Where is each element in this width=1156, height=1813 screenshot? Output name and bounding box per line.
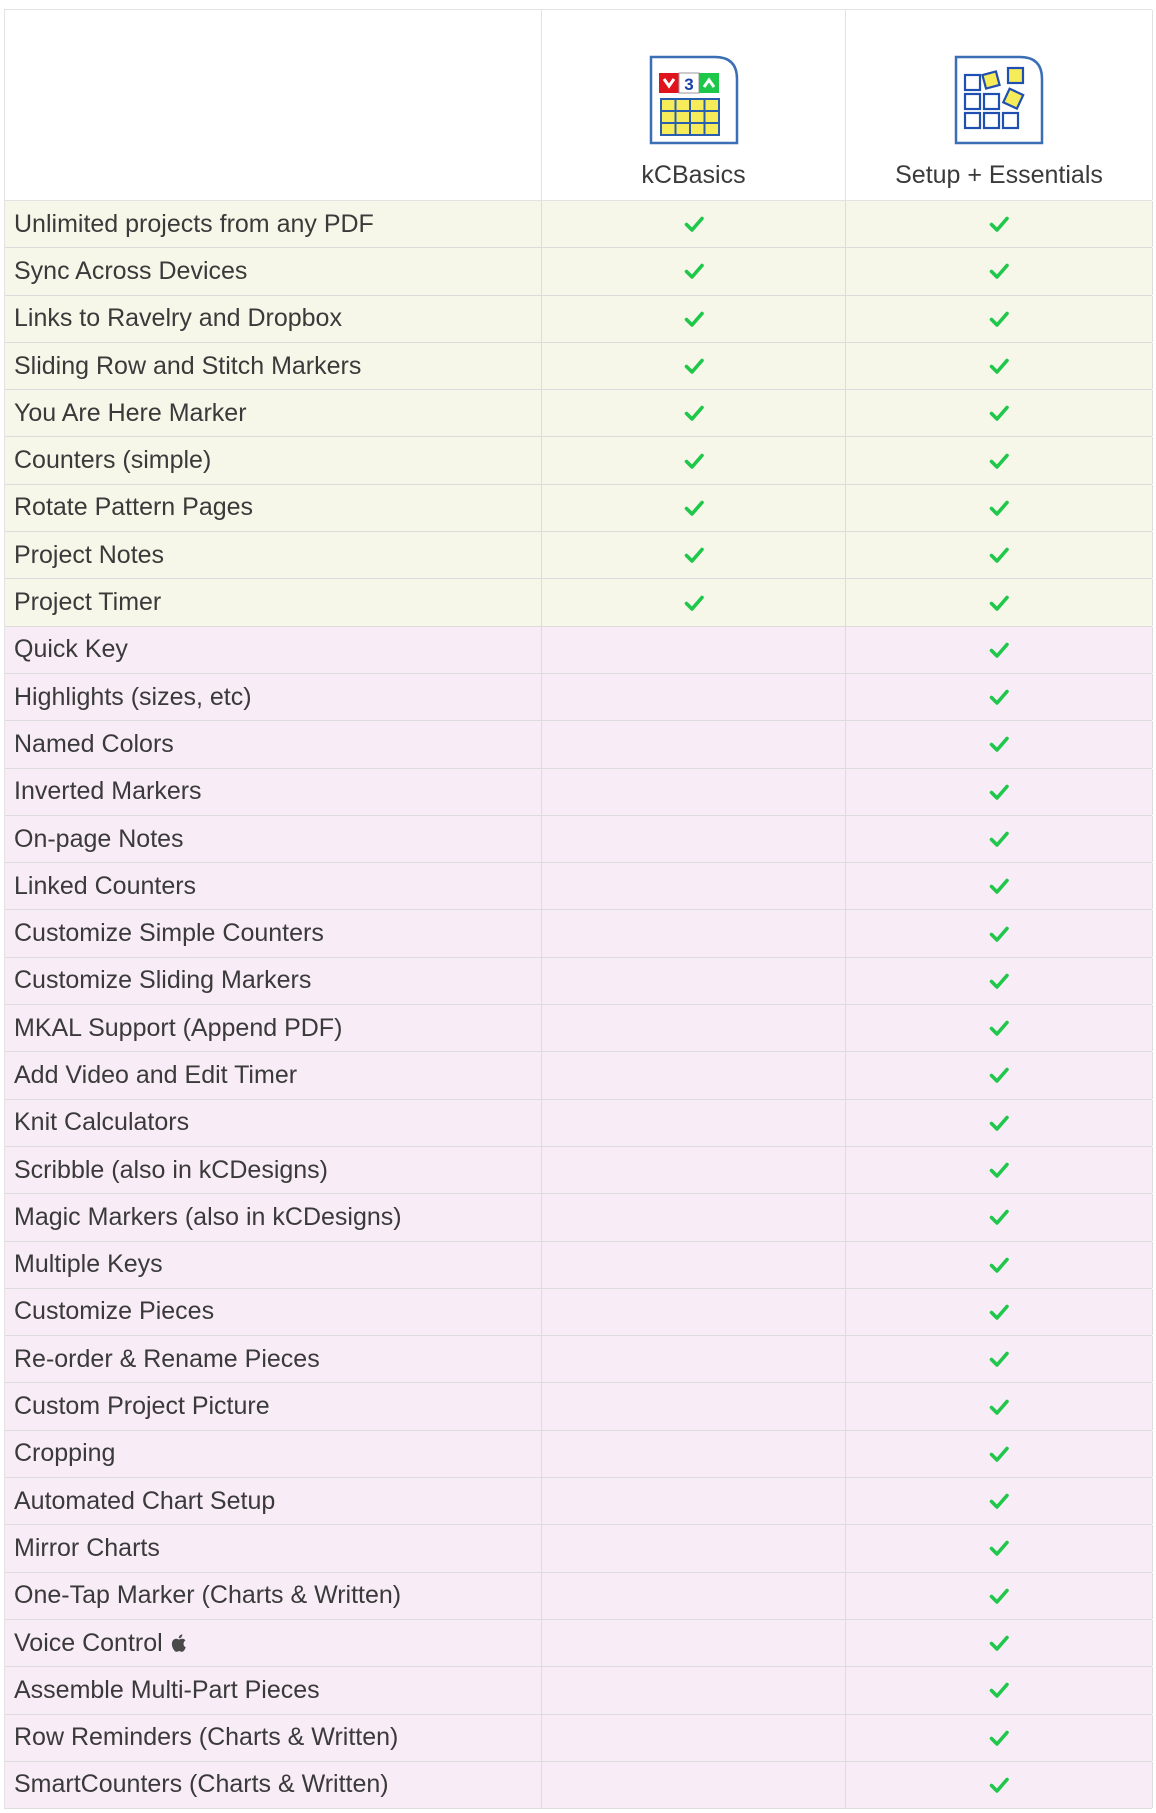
feature-label: Sliding Row and Stitch Markers: [14, 351, 362, 380]
setup-essentials-cell: [846, 1667, 1153, 1713]
setup-essentials-cell: [846, 1383, 1153, 1429]
feature-rows: [5, 201, 1152, 1809]
checkmark-icon: [988, 1632, 1010, 1654]
feature-label: Add Video and Edit Timer: [14, 1060, 298, 1089]
table-row: [5, 721, 1152, 768]
feature-cell: [5, 579, 542, 625]
kcbasics-cell: [542, 437, 846, 483]
setup-essentials-cell: [846, 1573, 1153, 1619]
table-row: [5, 1005, 1152, 1052]
table-row: [5, 1478, 1152, 1525]
feature-cell: [5, 296, 542, 342]
kcbasics-cell: [542, 627, 846, 673]
checkmark-icon: [683, 402, 705, 424]
feature-label: One-Tap Marker (Charts & Written): [14, 1581, 402, 1610]
feature-cell: [5, 1052, 542, 1098]
setup-essentials-cell: [846, 1289, 1153, 1335]
feature-cell: [5, 627, 542, 673]
setup-essentials-cell: [846, 248, 1153, 294]
checkmark-icon: [683, 450, 705, 472]
table-row: [5, 1383, 1152, 1430]
feature-label: Inverted Markers: [14, 777, 202, 806]
setup-essentials-cell: [846, 958, 1153, 1004]
checkmark-icon: [988, 875, 1010, 897]
setup-essentials-cell: [846, 532, 1153, 578]
feature-label: You Are Here Marker: [14, 398, 247, 427]
kcbasics-cell: [542, 1336, 846, 1382]
feature-label: Cropping: [14, 1439, 116, 1468]
checkmark-icon: [683, 497, 705, 519]
checkmark-icon: [988, 828, 1010, 850]
feature-cell: [5, 721, 542, 767]
table-row: [5, 1762, 1152, 1809]
checkmark-icon: [988, 497, 1010, 519]
table-row: [5, 1525, 1152, 1572]
feature-label: Named Colors: [14, 729, 174, 758]
setup-essentials-cell: [846, 201, 1153, 247]
table-row: [5, 674, 1152, 721]
kcbasics-cell: [542, 1005, 846, 1051]
checkmark-icon: [988, 1348, 1010, 1370]
feature-cell: [5, 343, 542, 389]
checkmark-icon: [683, 592, 705, 614]
setup-essentials-cell: [846, 485, 1153, 531]
feature-cell: [5, 863, 542, 909]
table-row: [5, 1431, 1152, 1478]
feature-cell: [5, 1194, 542, 1240]
setup-essentials-cell: [846, 1194, 1153, 1240]
kcbasics-cell: [542, 1431, 846, 1477]
checkmark-icon: [988, 592, 1010, 614]
setup-essentials-cell: [846, 769, 1153, 815]
feature-label: Customize Sliding Markers: [14, 966, 312, 995]
feature-cell: [5, 1147, 542, 1193]
feature-label: Re-order & Rename Pieces: [14, 1344, 320, 1373]
checkmark-icon: [988, 970, 1010, 992]
checkmark-icon: [988, 450, 1010, 472]
setup-essentials-cell: [846, 816, 1153, 862]
kcbasics-cell: [542, 863, 846, 909]
table-row: [5, 1289, 1152, 1336]
setup-essentials-cell: [846, 1431, 1153, 1477]
apple-logo-icon: [169, 1632, 189, 1654]
feature-cell: [5, 816, 542, 862]
setup-essentials-cell: [846, 1525, 1153, 1571]
setup-essentials-title: Setup + Essentials: [895, 161, 1103, 189]
setup-essentials-cell: [846, 1478, 1153, 1524]
feature-comparison-table: [4, 9, 1152, 1809]
feature-cell: [5, 201, 542, 247]
setup-essentials-cell: [846, 343, 1153, 389]
setup-essentials-cell: [846, 1762, 1153, 1808]
setup-essentials-cell: [846, 910, 1153, 956]
setup-essentials-cell: [846, 1715, 1153, 1761]
checkmark-icon: [683, 308, 705, 330]
kcbasics-title: kCBasics: [641, 161, 746, 189]
table-row: [5, 1573, 1152, 1620]
feature-cell: [5, 437, 542, 483]
table-row: [5, 627, 1152, 674]
feature-label: Magic Markers (also in kCDesigns): [14, 1202, 402, 1231]
kcbasics-cell: [542, 1383, 846, 1429]
kcbasics-cell: [542, 1620, 846, 1666]
kcbasics-cell: [542, 1194, 846, 1240]
setup-essentials-cell: [846, 721, 1153, 767]
table-row: [5, 201, 1152, 248]
feature-cell: [5, 1715, 542, 1761]
checkmark-icon: [988, 733, 1010, 755]
setup-essentials-cell: [846, 1005, 1153, 1051]
kcbasics-cell: [542, 1100, 846, 1146]
table-row: [5, 390, 1152, 437]
table-row: [5, 437, 1152, 484]
feature-label: Voice Control: [14, 1628, 163, 1657]
kcbasics-cell: [542, 579, 846, 625]
feature-label: Knit Calculators: [14, 1108, 190, 1137]
table-row: [5, 579, 1152, 626]
setup-essentials-cell: [846, 1147, 1153, 1193]
feature-cell: [5, 1431, 542, 1477]
feature-label: Multiple Keys: [14, 1250, 163, 1279]
kcbasics-cell: [542, 296, 846, 342]
setup-essentials-cell: [846, 1336, 1153, 1382]
feature-cell: [5, 674, 542, 720]
kcbasics-cell: [542, 248, 846, 294]
feature-cell: [5, 485, 542, 531]
table-row: [5, 1667, 1152, 1714]
feature-label: Unlimited projects from any PDF: [14, 209, 374, 238]
kcbasics-cell: [542, 1147, 846, 1193]
setup-essentials-cell: [846, 296, 1153, 342]
setup-essentials-cell: [846, 437, 1153, 483]
checkmark-icon: [683, 213, 705, 235]
kcbasics-cell: [542, 816, 846, 862]
feature-cell: [5, 248, 542, 294]
setup-essentials-column-header: [846, 10, 1153, 200]
kcbasics-cell: [542, 1525, 846, 1571]
feature-label: Automated Chart Setup: [14, 1486, 276, 1515]
kcbasics-cell: [542, 958, 846, 1004]
checkmark-icon: [683, 355, 705, 377]
table-row: [5, 769, 1152, 816]
feature-label: Assemble Multi-Part Pieces: [14, 1675, 320, 1704]
checkmark-icon: [988, 1396, 1010, 1418]
table-row: [5, 532, 1152, 579]
feature-label: On-page Notes: [14, 824, 184, 853]
feature-label: Counters (simple): [14, 446, 212, 475]
checkmark-icon: [988, 213, 1010, 235]
feature-cell: [5, 769, 542, 815]
kcbasics-cell: [542, 769, 846, 815]
feature-cell: [5, 1100, 542, 1146]
table-row: [5, 1715, 1152, 1762]
checkmark-icon: [988, 308, 1010, 330]
checkmark-icon: [988, 686, 1010, 708]
feature-label: SmartCounters (Charts & Written): [14, 1770, 389, 1799]
checkmark-icon: [988, 260, 1010, 282]
table-row: [5, 863, 1152, 910]
checkmark-icon: [988, 1679, 1010, 1701]
table-row: [5, 1052, 1152, 1099]
checkmark-icon: [988, 1443, 1010, 1465]
feature-cell: [5, 1620, 542, 1666]
checkmark-icon: [988, 355, 1010, 377]
setup-essentials-cell: [846, 627, 1153, 673]
feature-label: Quick Key: [14, 635, 128, 664]
checkmark-icon: [988, 1537, 1010, 1559]
checkmark-icon: [988, 1159, 1010, 1181]
table-row: [5, 1620, 1152, 1667]
kcbasics-cell: [542, 532, 846, 578]
setup-essentials-cell: [846, 863, 1153, 909]
feature-label: Rotate Pattern Pages: [14, 493, 254, 522]
kcbasics-cell: [542, 1573, 846, 1619]
feature-label: Sync Across Devices: [14, 256, 248, 285]
checkmark-icon: [988, 544, 1010, 566]
checkmark-icon: [988, 1774, 1010, 1796]
checkmark-icon: [988, 639, 1010, 661]
kcbasics-cell: [542, 674, 846, 720]
feature-label: Project Notes: [14, 540, 165, 569]
table-row: [5, 296, 1152, 343]
feature-label: Links to Ravelry and Dropbox: [14, 304, 342, 333]
feature-cell: [5, 1242, 542, 1288]
feature-cell: [5, 1478, 542, 1524]
setup-essentials-cell: [846, 390, 1153, 436]
setup-essentials-cell: [846, 1100, 1153, 1146]
table-row: [5, 248, 1152, 295]
feature-label: Row Reminders (Charts & Written): [14, 1723, 399, 1752]
kcbasics-cell: [542, 1242, 846, 1288]
kcbasics-cell: [542, 1478, 846, 1524]
feature-cell: [5, 1383, 542, 1429]
checkmark-icon: [988, 1017, 1010, 1039]
setup-essentials-cell: [846, 1242, 1153, 1288]
table-header: [5, 10, 1152, 201]
checkmark-icon: [988, 1206, 1010, 1228]
checkmark-icon: [988, 1490, 1010, 1512]
feature-cell: [5, 1573, 542, 1619]
checkmark-icon: [988, 781, 1010, 803]
kcbasics-column-header: [542, 10, 846, 200]
feature-label: MKAL Support (Append PDF): [14, 1013, 343, 1042]
kcbasics-cell: [542, 721, 846, 767]
table-row: [5, 485, 1152, 532]
table-row: [5, 1242, 1152, 1289]
feature-cell: [5, 1762, 542, 1808]
checkmark-icon: [988, 402, 1010, 424]
table-row: [5, 910, 1152, 957]
checkmark-icon: [988, 1585, 1010, 1607]
feature-cell: [5, 1667, 542, 1713]
feature-label: Linked Counters: [14, 871, 197, 900]
setup-essentials-cell: [846, 1620, 1153, 1666]
checkmark-icon: [988, 1301, 1010, 1323]
kcbasics-cell: [542, 910, 846, 956]
feature-cell: [5, 1289, 542, 1335]
checkmark-icon: [988, 1727, 1010, 1749]
feature-cell: [5, 1005, 542, 1051]
checkmark-icon: [683, 544, 705, 566]
kcbasics-cell: [542, 485, 846, 531]
checkmark-icon: [988, 1064, 1010, 1086]
checkmark-icon: [988, 923, 1010, 945]
feature-cell: [5, 910, 542, 956]
table-row: [5, 343, 1152, 390]
feature-label: Scribble (also in kCDesigns): [14, 1155, 329, 1184]
setup-essentials-cell: [846, 674, 1153, 720]
feature-label: Mirror Charts: [14, 1533, 160, 1562]
table-row: [5, 1336, 1152, 1383]
kcbasics-cell: [542, 343, 846, 389]
setup-essentials-cell: [846, 579, 1153, 625]
feature-column-header: [5, 10, 542, 200]
checkmark-icon: [988, 1112, 1010, 1134]
table-row: [5, 1194, 1152, 1241]
feature-label: Customize Simple Counters: [14, 919, 324, 948]
feature-cell: [5, 390, 542, 436]
kcbasics-cell: [542, 390, 846, 436]
table-row: [5, 958, 1152, 1005]
svg-text:3: 3: [683, 75, 694, 94]
kcbasics-app-icon: [645, 51, 743, 149]
feature-cell: [5, 532, 542, 578]
kcbasics-cell: [542, 1715, 846, 1761]
kcbasics-cell: [542, 1052, 846, 1098]
feature-label: Project Timer: [14, 588, 162, 617]
kcbasics-cell: [542, 1667, 846, 1713]
kcbasics-cell: [542, 1762, 846, 1808]
feature-cell: [5, 1336, 542, 1382]
setup-essentials-cell: [846, 1052, 1153, 1098]
feature-cell: [5, 958, 542, 1004]
feature-label: Custom Project Picture: [14, 1392, 270, 1421]
setup-essentials-app-icon: [950, 51, 1048, 149]
feature-label: Customize Pieces: [14, 1297, 215, 1326]
feature-cell: [5, 1525, 542, 1571]
kcbasics-cell: [542, 201, 846, 247]
checkmark-icon: [683, 260, 705, 282]
kcbasics-cell: [542, 1289, 846, 1335]
table-row: [5, 1147, 1152, 1194]
table-row: [5, 816, 1152, 863]
table-row: [5, 1100, 1152, 1147]
feature-label: Highlights (sizes, etc): [14, 682, 252, 711]
checkmark-icon: [988, 1254, 1010, 1276]
